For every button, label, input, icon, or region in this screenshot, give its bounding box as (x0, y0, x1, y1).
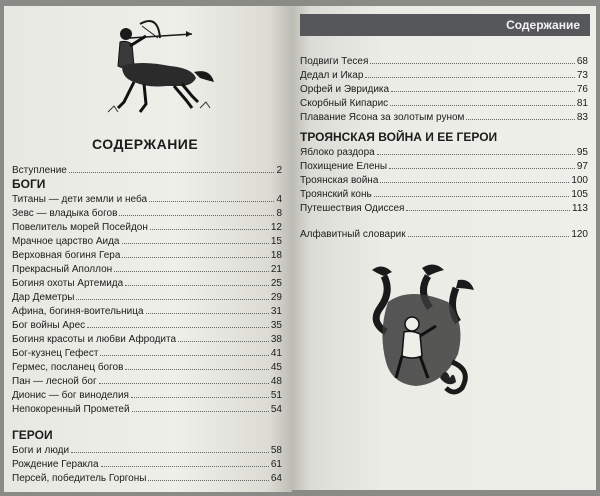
running-header (300, 14, 590, 36)
toc-entry: Троянская война 100 (300, 175, 588, 186)
left-page (4, 6, 292, 492)
toc-entry: Бог войны Арес 35 (12, 320, 282, 331)
centaur-archer-icon (100, 16, 218, 116)
toc-entry: Верховная богиня Гера 18 (12, 250, 282, 261)
toc-entry: Дедал и Икар 73 (300, 70, 588, 81)
toc-entry: Дар Деметры 29 (12, 292, 282, 303)
toc-entry-glossary: Алфавитный словарик 120 (300, 229, 588, 240)
toc-entry: Яблоко раздора 95 (300, 147, 588, 158)
toc-entry: Прекрасный Аполлон 21 (12, 264, 282, 275)
toc-entry-label: Вступление (12, 165, 67, 176)
toc-entry-page: 2 (276, 165, 282, 176)
toc-entry: Боги и люди 58 (12, 445, 282, 456)
toc-entry: Бог-кузнец Гефест 41 (12, 348, 282, 359)
toc-entry: Повелитель морей Посейдон 12 (12, 222, 282, 233)
toc-entry: Мрачное царство Аида 15 (12, 236, 282, 247)
toc-entry: Троянский конь 105 (300, 189, 588, 200)
toc-entry: Похищение Елены 97 (300, 161, 588, 172)
toc-entry: Богиня красоты и любви Афродита 38 (12, 334, 282, 345)
toc-entry: Орфей и Эвридика 76 (300, 84, 588, 95)
toc-entry: Дионис — бог виноделия 51 (12, 390, 282, 401)
toc-left (12, 163, 282, 485)
toc-entry: Персей, победитель Горгоны 64 (12, 473, 282, 484)
toc-entry-intro (12, 163, 282, 177)
section-heading-trojan-war: ТРОЯНСКАЯ ВОЙНА И ЕЕ ГЕРОИ (300, 130, 498, 144)
page-title: СОДЕРЖАНИЕ (92, 136, 199, 152)
toc-entry: Пан — лесной бог 48 (12, 376, 282, 387)
toc-entry: Гермес, посланец богов 45 (12, 362, 282, 373)
toc-entry: Богиня охоты Артемида 25 (12, 278, 282, 289)
toc-entry: Непокоренный Прометей 54 (12, 404, 282, 415)
running-header-title: Содержание (506, 18, 580, 32)
toc-entry: Скорбный Кипарис 81 (300, 98, 588, 109)
toc-entry: Титаны — дети земли и неба 4 (12, 194, 282, 205)
toc-entry: Зевс — владыка богов 8 (12, 208, 282, 219)
section-heading-gods: БОГИ (12, 177, 46, 191)
toc-entry: Афина, богиня-воительница 31 (12, 306, 282, 317)
toc-entry: Путешествия Одиссея 113 (300, 203, 588, 214)
toc-entry: Рождение Геракла 61 (12, 459, 282, 470)
toc-right (300, 54, 588, 241)
section-heading-heroes: ГЕРОИ (12, 428, 53, 442)
toc-entry: Подвиги Тесея 68 (300, 56, 588, 67)
toc-entry: Плавание Ясона за золотым руном 83 (300, 112, 588, 123)
hercules-hydra-icon (362, 262, 476, 402)
right-page (292, 6, 596, 490)
